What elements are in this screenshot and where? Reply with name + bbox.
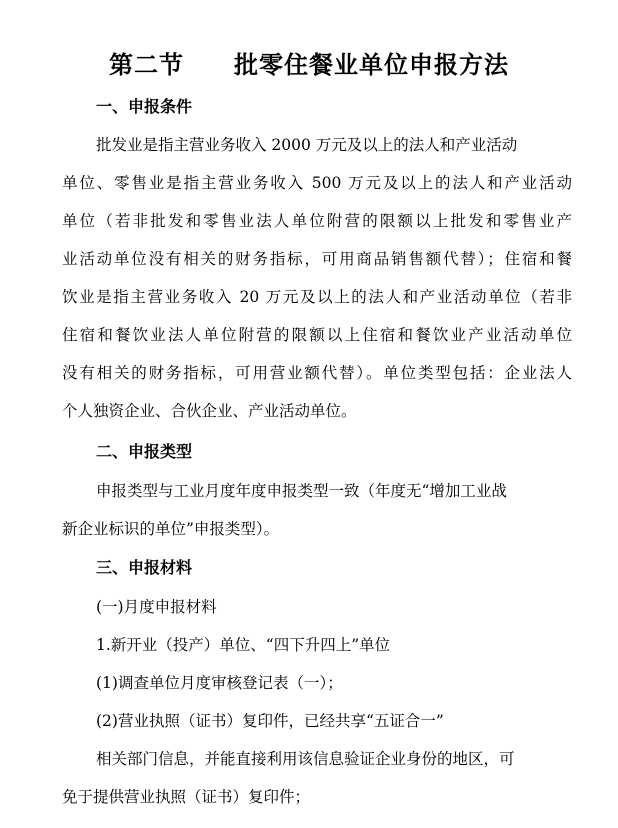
section-heading-types: 二、申报类型 [96, 442, 193, 461]
paragraph-line: 相关部门信息，并能直接利用该信息验证企业身份的地区，可 [96, 750, 515, 768]
paragraph-line: 新企业标识的单位”申报类型）。 [62, 520, 280, 538]
list-item: (1)调查单位月度审核登记表（一）； [96, 674, 343, 692]
section-heading-conditions: 一、申报条件 [96, 97, 193, 116]
paragraph-line: 单位（若非批发和零售业法人单位附营的限额以上批发和零售业产 [62, 212, 572, 230]
paragraph-line: 个人独资企业、合伙企业、产业活动单位。 [62, 402, 357, 420]
page-title: 第二节 批零住餐业单位申报方法 [109, 51, 509, 79]
paragraph-line: 住宿和餐饮业法人单位附营的限额以上住宿和餐饮业产业活动单位 [62, 326, 572, 344]
sub-heading-monthly: (一)月度申报材料 [96, 598, 217, 616]
list-item: 1.新开业（投产）单位、“四下升四上”单位 [96, 636, 391, 654]
paragraph-line: 批发业是指主营业务收入 2000 万元及以上的法人和产业活动 [96, 136, 518, 154]
paragraph-line: 单位、零售业是指主营业务收入 500 万元及以上的法人和产业活动 [62, 174, 572, 192]
paragraph-line: 申报类型与工业月度年度申报类型一致（年度无“增加工业战 [96, 482, 507, 500]
paragraph-line: 免于提供营业执照（证书）复印件； [62, 788, 311, 806]
list-item: (2)营业执照（证书）复印件，已经共享“五证合一” [96, 712, 444, 730]
paragraph-line: 业活动单位没有相关的财务指标，可用商品销售额代替）；住宿和餐 [62, 250, 572, 268]
section-heading-materials: 三、申报材料 [96, 558, 193, 577]
paragraph-line: 没有相关的财务指标，可用营业额代替）。单位类型包括：企业法人 [62, 364, 572, 382]
paragraph-line: 饮业是指主营业务收入 20 万元及以上的法人和产业活动单位（若非 [62, 288, 572, 306]
